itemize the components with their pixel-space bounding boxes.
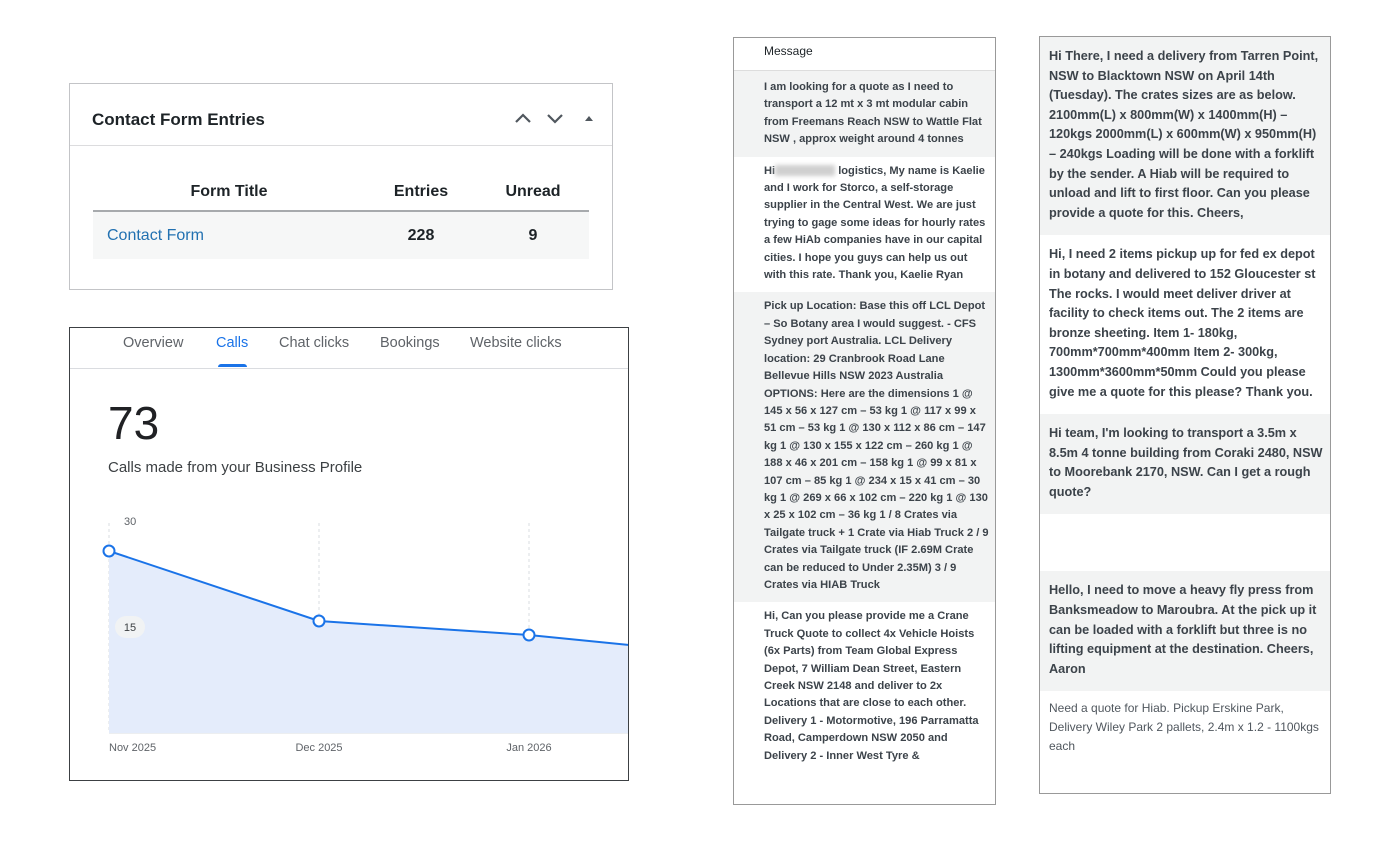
entries-table [93, 174, 589, 259]
data-point-marker [314, 616, 325, 627]
entries-count: 228 [365, 211, 477, 259]
message-cell: Hi, Can you please provide me a Crane Truck Quote to collect 4x Vehicle Hoists (6x Parts) from Team Global Express Depot, 7 William Dean Street, Eastern Creek NSW 2148 and deliver to 2x Locations that are close to each other. Delivery 1 - Motormotive, 196 Parramatta Road, Camperdown NSW 2050 and Delivery 2 - Inner West Tyre & [764, 610, 979, 762]
calls-total: 73 [108, 397, 160, 449]
message-cell: I am looking for a quote as I need to transport a 12 mt x 3 mt modular cabin from Freemans Reach NSW to Wattle Flat NSW , approx weight around 4 tonnes [734, 71, 995, 157]
message-text: logistics, My name is Kaelie and I work for Storco, a self-storage supplier in the Central West. We are just trying to gage some ideas for hourly rates a few HiAb companies have in our capital cities. I hope you guys can help us out with this rate. Thank you, Kaelie Ryan [764, 164, 986, 282]
message-cell: Need a quote for Hiab. Pickup Erskine Park, Delivery Wiley Park 2 pallets, 2.4m x 1.2 - 1100kgs each [1049, 701, 1319, 754]
message-cell: Hi There, I need a delivery from Tarren Point, NSW to Blacktown NSW on April 14th (Tuesday). The crates sizes are as below. 2100mm(L) x 800mm(W) x 1400mm(H) – 120kgs 2000mm(L) x 600mm(W) x 950mm(H) – 240kgs Loading will be done with a forklift by the sender. A Hiab will be required to unload and lift to first floor. Can you please provide a quote for this. Cheers, [1040, 37, 1330, 235]
x-tick-label: Nov 2025 [109, 742, 157, 754]
x-tick-label: Jan 2026 [506, 742, 552, 754]
tab-website-clicks[interactable]: Website clicks [470, 335, 562, 351]
greeting: Hi [764, 164, 776, 177]
redacted-name [775, 165, 835, 176]
y-tick-label: 15 [123, 622, 137, 634]
chart-area-fill [109, 551, 629, 733]
column-header-entries: Entries [365, 174, 477, 211]
calls-area-chart [70, 328, 629, 781]
tab-calls[interactable]: Calls [216, 335, 249, 351]
tab-bookings[interactable]: Bookings [380, 335, 440, 351]
collapse-toggle-icon[interactable] [583, 112, 599, 124]
unread-count: 9 [477, 211, 589, 259]
widget-title: Contact Form Entries [92, 110, 265, 129]
y-tick-label: 30 [124, 516, 137, 528]
table-row [93, 211, 589, 259]
widget-header [70, 84, 612, 146]
contact-form-link[interactable]: Contact Form [107, 226, 204, 244]
message-cell: Hi, I need 2 items pickup up for fed ex depot in botany and delivered to 152 Gloucester st The rocks. I would meet deliver driver at facility to check items out. The 2 items are bronze sheeting. Item 1- 180kg, 700mm*700mm*400mm Item 2- 300kg, 1300mm*3600mm*50mm Could you please give me a quote for this please? Thank you. [1049, 247, 1316, 399]
message-column-header: Message [734, 38, 995, 71]
table-header-row [93, 174, 589, 211]
x-tick-label: Dec 2025 [295, 742, 343, 754]
move-up-icon[interactable] [514, 112, 530, 124]
message-cell: Hi team, I'm looking to transport a 3.5m x 8.5m 4 tonne building from Coraki 2480, NSW to Moorebank 2170, NSW. Can I get a rough quote? [1040, 414, 1330, 514]
tab-chat-clicks[interactable]: Chat clicks [279, 335, 350, 351]
data-point-marker [104, 546, 115, 557]
message-cell [734, 157, 995, 293]
message-cell: Hello, I need to move a heavy fly press from Banksmeadow to Maroubra. At the pick up it can be loaded with a forklift but three is no lifting equipment at the destination. Cheers, Aaron [1040, 571, 1330, 691]
business-profile-performance-card [69, 327, 629, 781]
empty-message-cell [1040, 514, 1330, 571]
tab-overview[interactable]: Overview [123, 335, 184, 351]
calls-caption: Calls made from your Business Profile [108, 459, 363, 476]
message-list-panel [733, 37, 996, 805]
move-down-icon[interactable] [546, 112, 562, 124]
column-header-form-title: Form Title [93, 174, 365, 211]
message-cell: Pick up Location: Base this off LCL Depot – So Botany area I would suggest. - CFS Sydney port Australia. LCL Delivery location: 29 Cranbrook Road Lane Bellevue Hills NSW 2023 Australia OPTIONS: Here are the dimensions 1 @ 145 x 56 x 127 cm – 53 kg 1 @ 117 x 99 x 51 cm – 53 kg 1 @ 130 x 112 x 86 cm – 147 kg 1 @ 130 x 155 x 122 cm – 260 kg 1 @ 188 x 46 x 201 cm – 158 kg 1 @ 99 x 81 x 107 cm – 85 kg 1 @ 234 x 15 x 41 cm – 30 kg 1 @ 269 x 66 x 102 cm – 220 kg 1 @ 130 x 25 x 102 cm – 36 kg 1 / 8 Crates via Tailgate truck + 1 Crate via Hiab Truck 2 / 9 Crates via Tailgate truck (IF 2.69M Crate can be reduced to Under 2.35M) 3 / 9 Crates via HIAB Truck [734, 292, 995, 602]
form-title-cell [93, 211, 365, 259]
column-header-unread: Unread [477, 174, 589, 211]
data-point-marker [524, 630, 535, 641]
contact-form-entries-widget [69, 83, 613, 290]
message-list-panel-2 [1039, 36, 1331, 794]
